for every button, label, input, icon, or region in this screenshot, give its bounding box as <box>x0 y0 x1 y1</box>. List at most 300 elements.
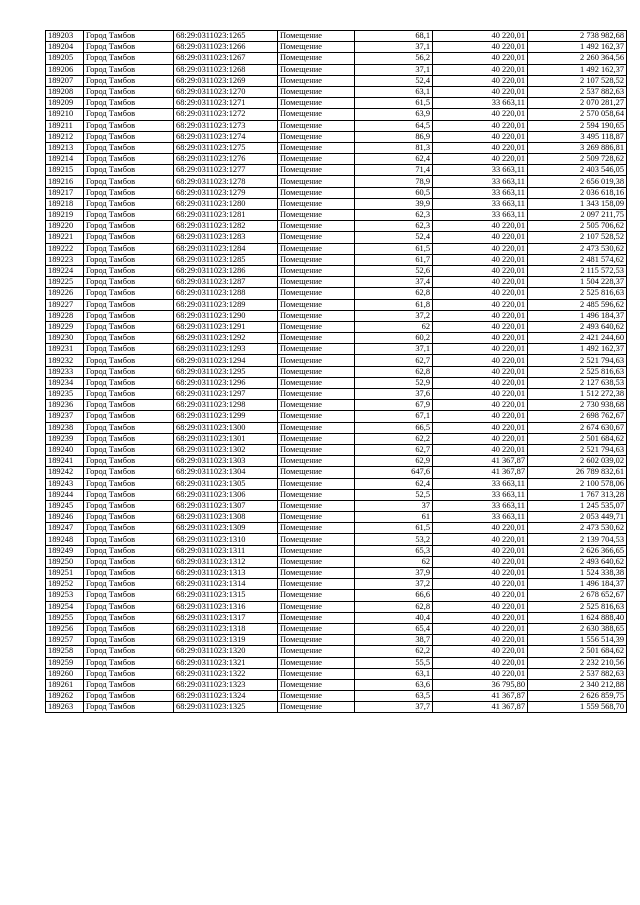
municipality-cell: Город Тамбов <box>84 411 174 422</box>
object-type-cell: Помещение <box>278 478 355 489</box>
row-number-cell: 189211 <box>46 120 84 131</box>
cadastral-value-cell: 2 107 528,52 <box>528 75 627 86</box>
object-type-cell: Помещение <box>278 579 355 590</box>
table-row <box>46 433 627 444</box>
specific-value-cell: 40 220,01 <box>433 377 528 388</box>
specific-value-cell: 40 220,01 <box>433 523 528 534</box>
specific-value-cell: 40 220,01 <box>433 411 528 422</box>
cadastral-value-cell: 2 505 706,62 <box>528 221 627 232</box>
area-cell: 65,4 <box>355 623 433 634</box>
table-row <box>46 310 627 321</box>
table-row <box>46 288 627 299</box>
object-type-cell: Помещение <box>278 534 355 545</box>
specific-value-cell: 40 220,01 <box>433 556 528 567</box>
municipality-cell: Город Тамбов <box>84 187 174 198</box>
specific-value-cell: 33 663,11 <box>433 210 528 221</box>
table-row <box>46 556 627 567</box>
row-number-cell: 189253 <box>46 590 84 601</box>
table-row <box>46 691 627 702</box>
row-number-cell: 189244 <box>46 489 84 500</box>
row-number-cell: 189209 <box>46 98 84 109</box>
municipality-cell: Город Тамбов <box>84 668 174 679</box>
row-number-cell: 189258 <box>46 646 84 657</box>
specific-value-cell: 40 220,01 <box>433 131 528 142</box>
cadastral-value-cell: 2 525 816,63 <box>528 366 627 377</box>
specific-value-cell: 40 220,01 <box>433 120 528 131</box>
cadastral-value-cell: 1 559 568,70 <box>528 702 627 713</box>
specific-value-cell: 40 220,01 <box>433 288 528 299</box>
area-cell: 62,8 <box>355 366 433 377</box>
cadastral-value-cell: 2 115 572,53 <box>528 265 627 276</box>
object-type-cell: Помещение <box>278 64 355 75</box>
row-number-cell: 189204 <box>46 42 84 53</box>
object-type-cell: Помещение <box>278 456 355 467</box>
area-cell: 61,5 <box>355 98 433 109</box>
object-type-cell: Помещение <box>278 635 355 646</box>
table-row <box>46 142 627 153</box>
row-number-cell: 189257 <box>46 635 84 646</box>
cadastral-value-cell: 1 492 162,37 <box>528 64 627 75</box>
cadastral-number-cell: 68:29:0311023:1272 <box>174 109 278 120</box>
object-type-cell: Помещение <box>278 310 355 321</box>
object-type-cell: Помещение <box>278 389 355 400</box>
cadastral-number-cell: 68:29:0311023:1294 <box>174 355 278 366</box>
table-row <box>46 389 627 400</box>
cadastral-number-cell: 68:29:0311023:1295 <box>174 366 278 377</box>
table-row <box>46 165 627 176</box>
cadastral-value-cell: 1 556 514,39 <box>528 635 627 646</box>
specific-value-cell: 40 220,01 <box>433 232 528 243</box>
municipality-cell: Город Тамбов <box>84 299 174 310</box>
cadastral-value-cell: 2 730 938,68 <box>528 400 627 411</box>
municipality-cell: Город Тамбов <box>84 545 174 556</box>
area-cell: 52,5 <box>355 489 433 500</box>
specific-value-cell: 40 220,01 <box>433 646 528 657</box>
object-type-cell: Помещение <box>278 556 355 567</box>
municipality-cell: Город Тамбов <box>84 366 174 377</box>
area-cell: 40,4 <box>355 612 433 623</box>
area-cell: 53,2 <box>355 534 433 545</box>
specific-value-cell: 40 220,01 <box>433 64 528 75</box>
specific-value-cell: 40 220,01 <box>433 366 528 377</box>
municipality-cell: Город Тамбов <box>84 176 174 187</box>
object-type-cell: Помещение <box>278 131 355 142</box>
cadastral-value-cell: 2 107 528,52 <box>528 232 627 243</box>
cadastral-value-cell: 2 630 388,65 <box>528 623 627 634</box>
row-number-cell: 189247 <box>46 523 84 534</box>
specific-value-cell: 40 220,01 <box>433 433 528 444</box>
table-row <box>46 612 627 623</box>
area-cell: 63,9 <box>355 109 433 120</box>
cadastral-value-cell: 1 624 888,40 <box>528 612 627 623</box>
cadastral-value-cell: 2 340 212,88 <box>528 679 627 690</box>
table-row <box>46 579 627 590</box>
specific-value-cell: 40 220,01 <box>433 221 528 232</box>
municipality-cell: Город Тамбов <box>84 556 174 567</box>
area-cell: 62,3 <box>355 210 433 221</box>
table-row <box>46 53 627 64</box>
cadastral-number-cell: 68:29:0311023:1323 <box>174 679 278 690</box>
cadastral-number-cell: 68:29:0311023:1297 <box>174 389 278 400</box>
municipality-cell: Город Тамбов <box>84 679 174 690</box>
specific-value-cell: 40 220,01 <box>433 86 528 97</box>
municipality-cell: Город Тамбов <box>84 243 174 254</box>
table-row <box>46 355 627 366</box>
area-cell: 62,4 <box>355 154 433 165</box>
specific-value-cell: 33 663,11 <box>433 187 528 198</box>
cadastral-number-cell: 68:29:0311023:1303 <box>174 456 278 467</box>
area-cell: 63,1 <box>355 668 433 679</box>
table-row <box>46 635 627 646</box>
row-number-cell: 189256 <box>46 623 84 634</box>
area-cell: 62,3 <box>355 221 433 232</box>
municipality-cell: Город Тамбов <box>84 98 174 109</box>
area-cell: 68,1 <box>355 31 433 42</box>
municipality-cell: Город Тамбов <box>84 31 174 42</box>
table-row <box>46 411 627 422</box>
table-row <box>46 545 627 556</box>
specific-value-cell: 33 663,11 <box>433 500 528 511</box>
object-type-cell: Помещение <box>278 265 355 276</box>
specific-value-cell: 33 663,11 <box>433 176 528 187</box>
area-cell: 64,5 <box>355 120 433 131</box>
cadastral-value-cell: 2 403 546,05 <box>528 165 627 176</box>
object-type-cell: Помещение <box>278 590 355 601</box>
specific-value-cell: 40 220,01 <box>433 590 528 601</box>
cadastral-value-cell: 2 521 794,63 <box>528 355 627 366</box>
table-row <box>46 500 627 511</box>
row-number-cell: 189238 <box>46 422 84 433</box>
object-type-cell: Помещение <box>278 545 355 556</box>
row-number-cell: 189233 <box>46 366 84 377</box>
object-type-cell: Помещение <box>278 400 355 411</box>
municipality-cell: Город Тамбов <box>84 612 174 623</box>
object-type-cell: Помещение <box>278 679 355 690</box>
table-row <box>46 277 627 288</box>
cadastral-number-cell: 68:29:0311023:1288 <box>174 288 278 299</box>
area-cell: 61,5 <box>355 523 433 534</box>
object-type-cell: Помещение <box>278 444 355 455</box>
area-cell: 37 <box>355 500 433 511</box>
municipality-cell: Город Тамбов <box>84 568 174 579</box>
area-cell: 63,6 <box>355 679 433 690</box>
cadastral-value-cell: 2 656 019,38 <box>528 176 627 187</box>
area-cell: 62 <box>355 556 433 567</box>
cadastral-number-cell: 68:29:0311023:1275 <box>174 142 278 153</box>
specific-value-cell: 33 663,11 <box>433 198 528 209</box>
municipality-cell: Город Тамбов <box>84 344 174 355</box>
table-row <box>46 456 627 467</box>
area-cell: 37,1 <box>355 64 433 75</box>
row-number-cell: 189261 <box>46 679 84 690</box>
cadastral-number-cell: 68:29:0311023:1290 <box>174 310 278 321</box>
object-type-cell: Помещение <box>278 355 355 366</box>
row-number-cell: 189236 <box>46 400 84 411</box>
cadastral-value-cell: 1 767 313,28 <box>528 489 627 500</box>
row-number-cell: 189215 <box>46 165 84 176</box>
table-row <box>46 523 627 534</box>
object-type-cell: Помещение <box>278 512 355 523</box>
object-type-cell: Помещение <box>278 210 355 221</box>
cadastral-number-cell: 68:29:0311023:1266 <box>174 42 278 53</box>
object-type-cell: Помещение <box>278 75 355 86</box>
cadastral-value-cell: 2 232 210,56 <box>528 657 627 668</box>
area-cell: 61 <box>355 512 433 523</box>
object-type-cell: Помещение <box>278 321 355 332</box>
area-cell: 647,6 <box>355 467 433 478</box>
municipality-cell: Город Тамбов <box>84 657 174 668</box>
cadastral-number-cell: 68:29:0311023:1270 <box>174 86 278 97</box>
table-row <box>46 489 627 500</box>
row-number-cell: 189254 <box>46 601 84 612</box>
table-row <box>46 400 627 411</box>
cadastral-number-cell: 68:29:0311023:1291 <box>174 321 278 332</box>
row-number-cell: 189203 <box>46 31 84 42</box>
row-number-cell: 189216 <box>46 176 84 187</box>
cadastral-number-cell: 68:29:0311023:1273 <box>174 120 278 131</box>
cadastral-number-cell: 68:29:0311023:1317 <box>174 612 278 623</box>
area-cell: 62,7 <box>355 444 433 455</box>
object-type-cell: Помещение <box>278 98 355 109</box>
row-number-cell: 189221 <box>46 232 84 243</box>
table-row <box>46 109 627 120</box>
table-row <box>46 31 627 42</box>
row-number-cell: 189252 <box>46 579 84 590</box>
cadastral-value-cell: 1 512 272,38 <box>528 389 627 400</box>
specific-value-cell: 40 220,01 <box>433 75 528 86</box>
object-type-cell: Помещение <box>278 344 355 355</box>
municipality-cell: Город Тамбов <box>84 456 174 467</box>
cadastral-number-cell: 68:29:0311023:1318 <box>174 623 278 634</box>
object-type-cell: Помещение <box>278 422 355 433</box>
cadastral-value-cell: 1 492 162,37 <box>528 344 627 355</box>
specific-value-cell: 41 367,87 <box>433 456 528 467</box>
table-row <box>46 120 627 131</box>
table-row <box>46 679 627 690</box>
area-cell: 52,9 <box>355 377 433 388</box>
area-cell: 62,2 <box>355 433 433 444</box>
specific-value-cell: 40 220,01 <box>433 310 528 321</box>
area-cell: 66,6 <box>355 590 433 601</box>
table-row <box>46 198 627 209</box>
municipality-cell: Город Тамбов <box>84 702 174 713</box>
row-number-cell: 189205 <box>46 53 84 64</box>
municipality-cell: Город Тамбов <box>84 221 174 232</box>
cadastral-value-cell: 2 626 366,65 <box>528 545 627 556</box>
municipality-cell: Город Тамбов <box>84 232 174 243</box>
table-row <box>46 321 627 332</box>
specific-value-cell: 33 663,11 <box>433 165 528 176</box>
cadastral-value-cell: 2 537 882,63 <box>528 86 627 97</box>
area-cell: 55,5 <box>355 657 433 668</box>
municipality-cell: Город Тамбов <box>84 377 174 388</box>
table-row <box>46 377 627 388</box>
object-type-cell: Помещение <box>278 109 355 120</box>
row-number-cell: 189206 <box>46 64 84 75</box>
cadastral-number-cell: 68:29:0311023:1282 <box>174 221 278 232</box>
municipality-cell: Город Тамбов <box>84 53 174 64</box>
row-number-cell: 189217 <box>46 187 84 198</box>
row-number-cell: 189237 <box>46 411 84 422</box>
municipality-cell: Город Тамбов <box>84 131 174 142</box>
object-type-cell: Помещение <box>278 221 355 232</box>
object-type-cell: Помещение <box>278 86 355 97</box>
specific-value-cell: 41 367,87 <box>433 467 528 478</box>
municipality-cell: Город Тамбов <box>84 355 174 366</box>
table-row <box>46 534 627 545</box>
cadastral-value-cell: 2 100 578,06 <box>528 478 627 489</box>
area-cell: 37,2 <box>355 579 433 590</box>
specific-value-cell: 40 220,01 <box>433 109 528 120</box>
table-row <box>46 467 627 478</box>
table-row <box>46 131 627 142</box>
cadastral-value-cell: 2 127 638,53 <box>528 377 627 388</box>
area-cell: 62,7 <box>355 355 433 366</box>
municipality-cell: Город Тамбов <box>84 422 174 433</box>
object-type-cell: Помещение <box>278 198 355 209</box>
row-number-cell: 189248 <box>46 534 84 545</box>
specific-value-cell: 40 220,01 <box>433 657 528 668</box>
table-row <box>46 444 627 455</box>
municipality-cell: Город Тамбов <box>84 120 174 131</box>
area-cell: 63,5 <box>355 691 433 702</box>
cadastral-number-cell: 68:29:0311023:1287 <box>174 277 278 288</box>
row-number-cell: 189231 <box>46 344 84 355</box>
municipality-cell: Город Тамбов <box>84 579 174 590</box>
cadastral-number-cell: 68:29:0311023:1320 <box>174 646 278 657</box>
cadastral-number-cell: 68:29:0311023:1299 <box>174 411 278 422</box>
municipality-cell: Город Тамбов <box>84 109 174 120</box>
municipality-cell: Город Тамбов <box>84 534 174 545</box>
row-number-cell: 189249 <box>46 545 84 556</box>
cadastral-number-cell: 68:29:0311023:1313 <box>174 568 278 579</box>
row-number-cell: 189232 <box>46 355 84 366</box>
row-number-cell: 189262 <box>46 691 84 702</box>
object-type-cell: Помещение <box>278 377 355 388</box>
area-cell: 71,4 <box>355 165 433 176</box>
specific-value-cell: 40 220,01 <box>433 534 528 545</box>
specific-value-cell: 33 663,11 <box>433 489 528 500</box>
area-cell: 62,8 <box>355 288 433 299</box>
area-cell: 62,8 <box>355 601 433 612</box>
object-type-cell: Помещение <box>278 612 355 623</box>
municipality-cell: Город Тамбов <box>84 623 174 634</box>
municipality-cell: Город Тамбов <box>84 210 174 221</box>
cadastral-value-cell: 2 097 211,75 <box>528 210 627 221</box>
cadastral-value-cell: 3 495 118,87 <box>528 131 627 142</box>
row-number-cell: 189212 <box>46 131 84 142</box>
cadastral-value-cell: 2 602 039,02 <box>528 456 627 467</box>
table-row <box>46 668 627 679</box>
specific-value-cell: 40 220,01 <box>433 142 528 153</box>
table-body <box>46 31 627 713</box>
specific-value-cell: 40 220,01 <box>433 333 528 344</box>
row-number-cell: 189227 <box>46 299 84 310</box>
object-type-cell: Помещение <box>278 467 355 478</box>
cadastral-value-cell: 2 493 640,62 <box>528 321 627 332</box>
municipality-cell: Город Тамбов <box>84 265 174 276</box>
cadastral-value-cell: 2 481 574,62 <box>528 254 627 265</box>
specific-value-cell: 40 220,01 <box>433 422 528 433</box>
specific-value-cell: 40 220,01 <box>433 299 528 310</box>
area-cell: 62,4 <box>355 478 433 489</box>
cadastral-value-cell: 2 521 794,63 <box>528 444 627 455</box>
area-cell: 37,7 <box>355 702 433 713</box>
row-number-cell: 189213 <box>46 142 84 153</box>
cadastral-number-cell: 68:29:0311023:1284 <box>174 243 278 254</box>
specific-value-cell: 40 220,01 <box>433 355 528 366</box>
municipality-cell: Город Тамбов <box>84 489 174 500</box>
municipality-cell: Город Тамбов <box>84 321 174 332</box>
area-cell: 56,2 <box>355 53 433 64</box>
cadastral-value-cell: 2 070 281,27 <box>528 98 627 109</box>
area-cell: 78,9 <box>355 176 433 187</box>
cadastral-number-cell: 68:29:0311023:1298 <box>174 400 278 411</box>
table-row <box>46 702 627 713</box>
cadastral-value-cell: 1 504 228,37 <box>528 277 627 288</box>
row-number-cell: 189240 <box>46 444 84 455</box>
cadastral-value-cell: 2 594 190,65 <box>528 120 627 131</box>
object-type-cell: Помещение <box>278 601 355 612</box>
table-row <box>46 344 627 355</box>
row-number-cell: 189260 <box>46 668 84 679</box>
table-row <box>46 623 627 634</box>
cadastral-value-cell: 2 260 364,56 <box>528 53 627 64</box>
row-number-cell: 189219 <box>46 210 84 221</box>
cadastral-value-cell: 1 524 338,38 <box>528 568 627 579</box>
cadastral-value-cell: 2 493 640,62 <box>528 556 627 567</box>
municipality-cell: Город Тамбов <box>84 198 174 209</box>
specific-value-cell: 40 220,01 <box>433 635 528 646</box>
object-type-cell: Помещение <box>278 187 355 198</box>
cadastral-number-cell: 68:29:0311023:1280 <box>174 198 278 209</box>
object-type-cell: Помещение <box>278 623 355 634</box>
cadastral-value-cell: 2 473 530,62 <box>528 243 627 254</box>
cadastral-number-cell: 68:29:0311023:1300 <box>174 422 278 433</box>
table-row <box>46 86 627 97</box>
row-number-cell: 189241 <box>46 456 84 467</box>
cadastral-value-cell: 2 501 684,62 <box>528 646 627 657</box>
row-number-cell: 189208 <box>46 86 84 97</box>
area-cell: 37,9 <box>355 568 433 579</box>
table-row <box>46 590 627 601</box>
cadastral-number-cell: 68:29:0311023:1309 <box>174 523 278 534</box>
area-cell: 62,2 <box>355 646 433 657</box>
cadastral-number-cell: 68:29:0311023:1289 <box>174 299 278 310</box>
municipality-cell: Город Тамбов <box>84 142 174 153</box>
municipality-cell: Город Тамбов <box>84 400 174 411</box>
table-row <box>46 366 627 377</box>
cadastral-number-cell: 68:29:0311023:1286 <box>174 265 278 276</box>
area-cell: 61,7 <box>355 254 433 265</box>
area-cell: 63,1 <box>355 86 433 97</box>
specific-value-cell: 40 220,01 <box>433 400 528 411</box>
municipality-cell: Город Тамбов <box>84 590 174 601</box>
area-cell: 37,4 <box>355 277 433 288</box>
municipality-cell: Город Тамбов <box>84 512 174 523</box>
table-row <box>46 601 627 612</box>
cadastral-value-cell: 1 496 184,37 <box>528 310 627 321</box>
area-cell: 52,4 <box>355 232 433 243</box>
municipality-cell: Город Тамбов <box>84 254 174 265</box>
area-cell: 37,1 <box>355 344 433 355</box>
object-type-cell: Помещение <box>278 433 355 444</box>
cadastral-number-cell: 68:29:0311023:1293 <box>174 344 278 355</box>
row-number-cell: 189226 <box>46 288 84 299</box>
cadastral-value-cell: 2 525 816,63 <box>528 288 627 299</box>
area-cell: 52,4 <box>355 75 433 86</box>
area-cell: 65,3 <box>355 545 433 556</box>
